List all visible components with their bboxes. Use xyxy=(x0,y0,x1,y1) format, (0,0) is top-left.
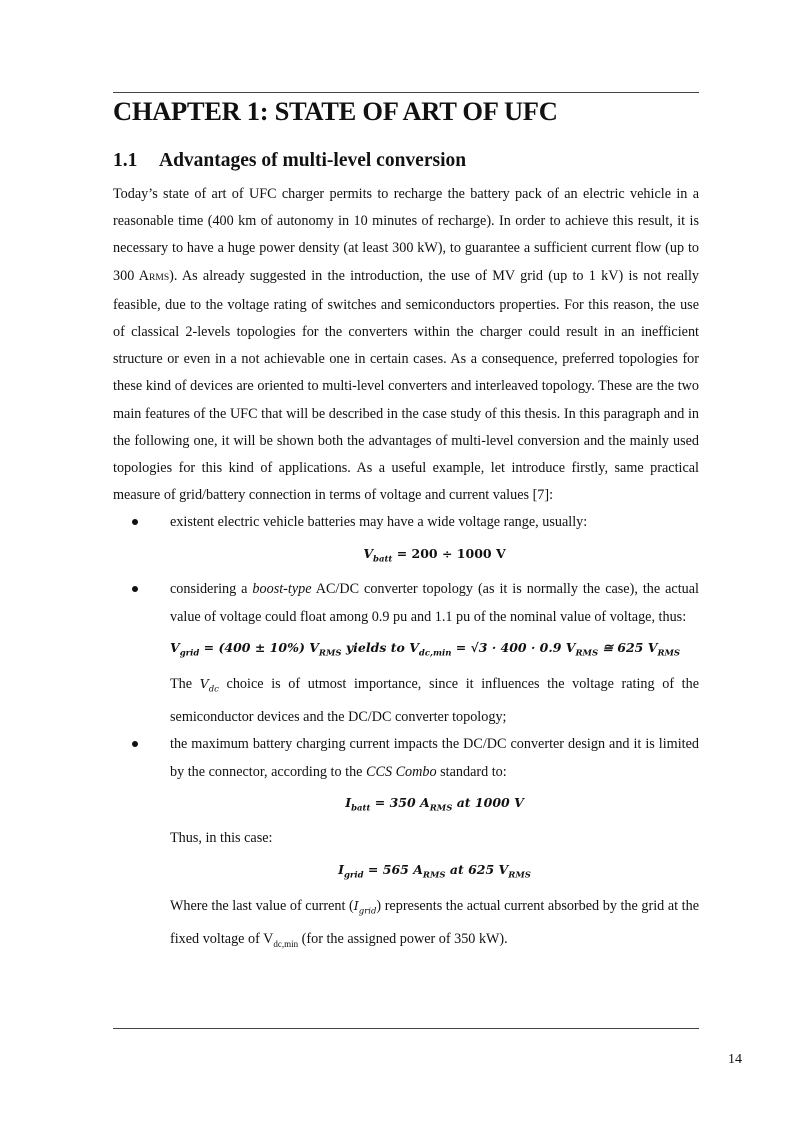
chapter-title: CHAPTER 1: STATE OF ART OF UFC xyxy=(113,96,558,126)
section-number: 1.1 xyxy=(113,150,138,171)
intro-text-2: ). As already suggested in the introduction, the use of MV grid (up to 1 kV) is not really feasible, due to the voltage rating of switches and semiconductors properties. For this reason, the use of classical 2-levels topologies for the converters within the charger could result in an inefficient structure or even in a not achievable one in certain cases. As a consequence, preferred topologies for these kind of devices are oriented to multi-level converters and interleaved topology. These are the two main features of the UFC that will be described in the case study of this thesis. In this paragraph and in the following one, it will be shown both the advantages of multi-level conversion and the mainly used topologies for this kind of applications. As a useful example, let introduce firstly, same practical measure of grid/battery connection in terms of voltage and current values [7]: xyxy=(113,267,699,504)
section-title: Advantages of multi-level conversion xyxy=(159,150,467,171)
intro-rms-sub: RMS xyxy=(149,272,170,283)
bullet-icon xyxy=(132,519,138,525)
list-item xyxy=(113,509,699,573)
bullet-icon xyxy=(132,741,138,747)
equation-vgrid: $V_{grid} = (400 \pm 10\%)$ $V_{RMS}$ yields to $V_{dc,min} = √3 \cdot 400 \cdot 0.9$ $V_{RMS}$ ≅ 625 $V_{RMS}$ xyxy=(170,639,681,659)
equation-ibatt: $I_{batt} = 350$ $A_{RMS}$ at 1000 V xyxy=(345,794,524,814)
bullet-list xyxy=(113,509,699,958)
equation-vbatt: $V_{batt} = 200 \div 1000$ V xyxy=(363,545,506,565)
list-item xyxy=(113,576,699,731)
section-heading xyxy=(113,150,703,172)
bullet2-note: The $V_{dc}$ choice is of utmost importance, since it influences the voltage rating of the semiconductor devices and the DC/DC converter topology; xyxy=(170,676,699,726)
header-rule xyxy=(113,92,699,93)
body-content xyxy=(113,181,699,958)
bullet-icon xyxy=(132,586,138,592)
list-item xyxy=(113,731,699,958)
bullet1-text: existent electric vehicle batteries may have a wide voltage range, usually: xyxy=(170,514,588,531)
bullet3-conclusion: Where the last value of current $(I_{grid})$ represents the actual current absorbed by the grid at the fixed voltage of $V_{dc,min}$ (for the assigned power of 350 kW). xyxy=(170,898,699,949)
equation-igrid: $I_{grid} = 565$ $A_{RMS}$ at 625 $V_{RMS}$ xyxy=(338,861,531,881)
page-number: 14 xyxy=(728,1052,742,1067)
intro-text-1: Today’s state of art of UFC charger permits to recharge the battery pack of an electric vehicle in a reasonable time (400 km of autonomy in 10 minutes of recharge). In order to achieve this result, it is necessary to have a huge power density (at least 300 kW), to guarantee a sufficient current flow (up to 300 A xyxy=(113,186,699,284)
bullet3-text: the maximum battery charging current impacts the DC/DC converter design and it is limited by the connector, according to the CCS Combo standard to: xyxy=(170,736,699,780)
intro-paragraph xyxy=(113,181,699,509)
thus-text: Thus, in this case: xyxy=(170,830,273,847)
bullet2-text: considering a boost-type AC/DC converter topology (as it is normally the case), the actual value of voltage could float among 0.9 pu and 1.1 pu of the nominal value of voltage, thus: xyxy=(170,581,699,625)
footer-rule xyxy=(113,1028,699,1029)
